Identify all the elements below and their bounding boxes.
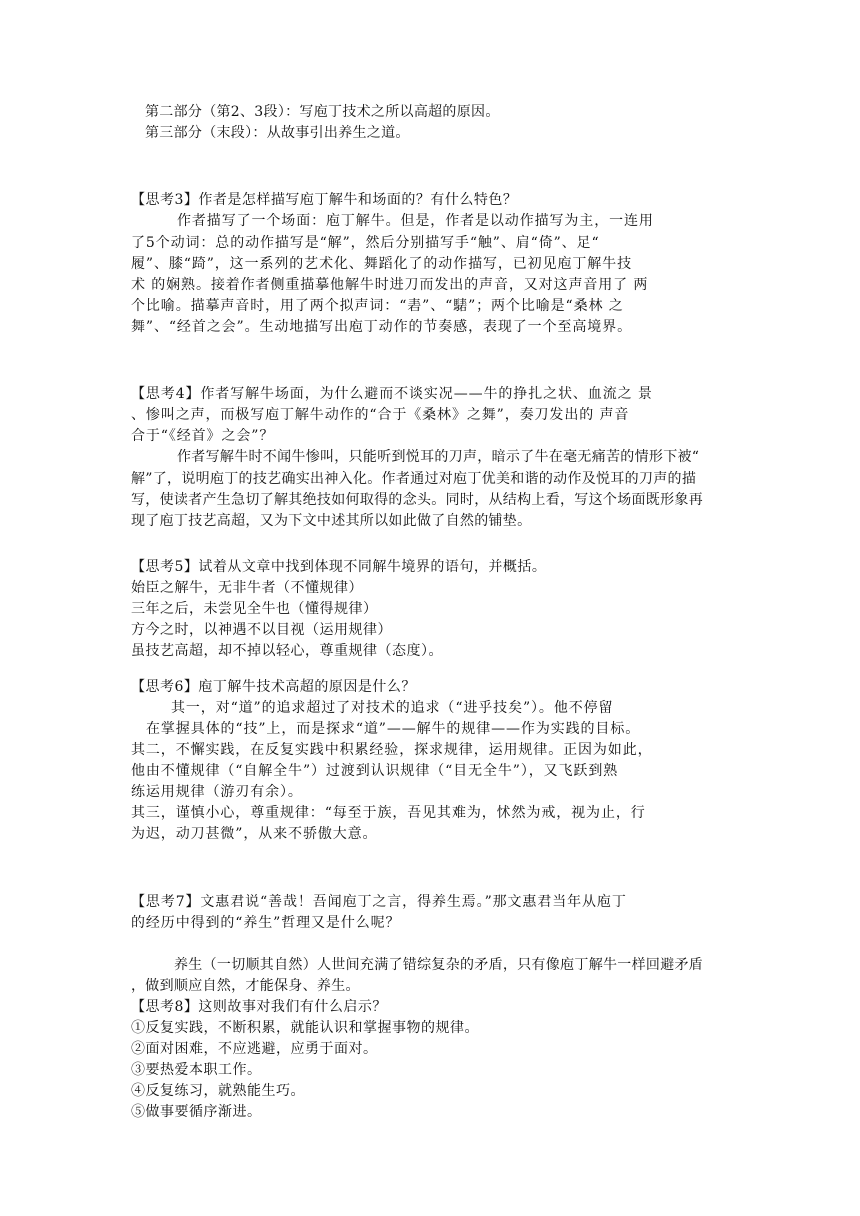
- q3-answer-line: 作者描写了一个场面：庖丁解牛。但是，作者是以动作描写为主，一连用: [177, 213, 654, 229]
- q5-item: 方今之时，以神遇不以目视（运用规律）: [131, 622, 392, 638]
- q6-answer-line: 为迟，动刀甚微”，从来不骄傲大意。: [131, 826, 378, 842]
- q4-question-line: 、惨叫之声，而极写庖丁解牛动作的“合于《桑林》之舞”，奏刀发出的 声音: [131, 407, 630, 423]
- q8-item: ①反复实践，不断积累，就能认识和掌握事物的规律。: [131, 1020, 479, 1036]
- q4-question-line: 【思考4】作者写解牛场面，为什么避而不谈实况——牛的挣扎之状、血流之 景: [131, 386, 653, 402]
- q6-answer-line: 练运用规律（游刃有余）。: [131, 784, 303, 800]
- q8-item: ⑤做事要循序渐进。: [131, 1104, 262, 1120]
- q4-question-line: 合于“《经首》之会”？: [131, 428, 275, 444]
- part3-summary: 第三部分（末段）：从故事引出养生之道。: [145, 125, 410, 141]
- q3-answer-line: 履”、膝“踦”，这一系列的艺术化、舞蹈化了的动作描写，已初见庖丁解牛技: [131, 256, 632, 272]
- q3-answer-line: 个比喻。描摹声音时，用了两个拟声词：“砉”、“騞”；两个比喻是“桑林 之: [131, 298, 624, 314]
- q4-answer-line: 解”了，说明庖丁的技艺确实出神入化。作者通过对庖丁优美和谐的动作及悦耳的刀声的描: [131, 471, 697, 487]
- q5-item: 始臣之解牛，无非牛者（不懂规律）: [131, 580, 363, 596]
- q5-question: 【思考5】试着从文章中找到体现不同解牛境界的语句，并概括。: [131, 559, 547, 575]
- q6-answer-line: 其三，谨慎小心，尊重规律：“每至于族，吾见其难为，怵然为戒，视为止，行: [131, 805, 646, 821]
- q6-answer-line: 他由不懂规律（“自解全牛”）过渡到认识规律（“目无全牛”），又飞跃到熟: [131, 763, 619, 779]
- q7-answer-line: ，做到顺应自然，才能保身、养生。: [131, 978, 360, 994]
- q5-item: 虽技艺高超，却不掉以轻心，尊重规律（态度）。: [131, 643, 443, 659]
- part2-summary: 第二部分（第2、3段）：写庖丁技术之所以高超的原因。: [145, 104, 500, 120]
- q7-question-line: 【思考7】文惠君说“善哉！吾闻庖丁之言，得养生焉。”那文惠君当年从庖丁: [131, 894, 627, 910]
- q3-question: 【思考3】作者是怎样描写庖丁解牛和场面的？有什么特色？: [131, 192, 518, 208]
- q7-answer-line: 养生（一切顺其自然）人世间充满了错综复杂的矛盾，只有像庖丁解牛一样回避矛盾: [174, 957, 704, 973]
- q4-answer-line: 现了庖丁技艺高超，又为下文中述其所以如此做了自然的铺垫。: [131, 513, 532, 529]
- q3-answer-line: 舞”、“经首之会”。生动地描写出庖丁动作的节奏感，表现了一个至高境界。: [131, 319, 632, 335]
- q8-item: ④反复练习，就熟能生巧。: [131, 1083, 305, 1099]
- q4-answer-line: 作者写解牛时不闻牛惨叫，只能听到悦耳的刀声，暗示了牛在毫无痛苦的情形下被“: [177, 449, 700, 465]
- q8-item: ②面对困难，不应逃避，应勇于面对。: [131, 1041, 378, 1057]
- q8-item: ③要热爱本职工作。: [131, 1062, 262, 1078]
- q3-answer-line: 术 的娴熟。接着作者侧重描摹他解牛时进刀而发出的声音，又对这声音用了 两: [131, 277, 649, 293]
- q6-answer-line: 其二，不懈实践，在反复实践中积累经验，探求规律，运用规律。正因为如此，: [131, 742, 653, 758]
- q6-answer-line: 其一，对“道”的追求超过了对技术的追求（“进乎技矣”）。他不停留: [171, 700, 614, 716]
- q5-item: 三年之后，未尝见全牛也（懂得规律）: [131, 601, 378, 617]
- q6-question: 【思考6】庖丁解牛技术高超的原因是什么？: [131, 679, 416, 695]
- q7-question-line: 的经历中得到的“养生”哲理又是什么呢？: [131, 915, 401, 931]
- q3-answer-line: 了5个动词：总的动作描写是“解”，然后分别描写手“触”、肩“倚”、足“: [131, 235, 600, 251]
- q6-answer-line: 在掌握具体的“技”上，而是探求“道”——解牛的规律——作为实践的目标。: [146, 721, 641, 737]
- q4-answer-line: 写，使读者产生急切了解其绝技如何取得的念头。同时，从结构上看，写这个场面既形象再: [131, 492, 703, 508]
- q8-question: 【思考8】这则故事对我们有什么启示？: [131, 999, 387, 1015]
